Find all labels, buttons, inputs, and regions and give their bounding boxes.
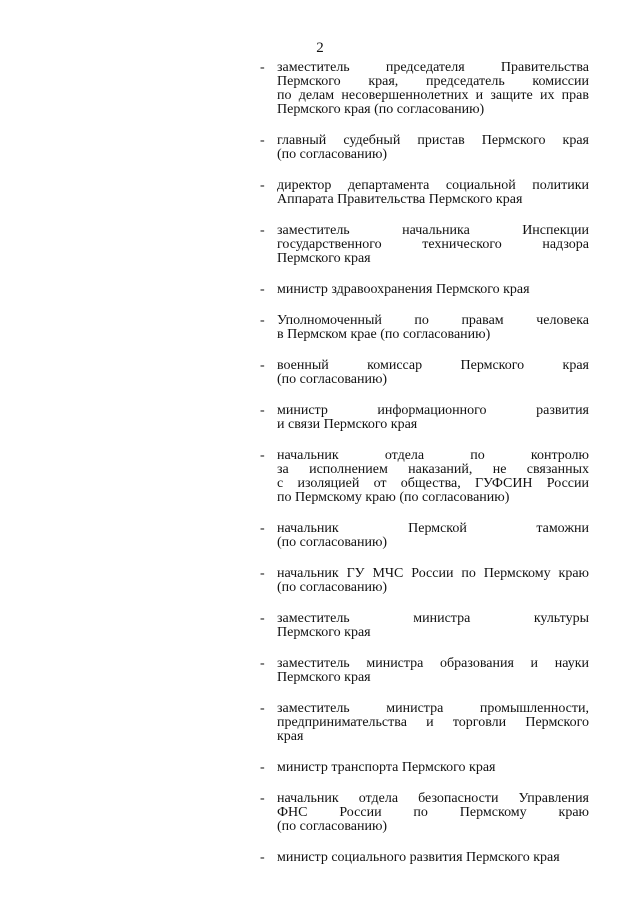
bullet-dash: - (260, 313, 265, 328)
bullet-dash: - (260, 760, 265, 775)
list-item-line: Аппарата Правительства Пермского края (277, 192, 523, 207)
list-item-line: государственного технического надзора (277, 237, 589, 252)
list-item (258, 283, 589, 297)
bullet-dash: - (260, 850, 265, 865)
list-item (258, 522, 589, 550)
bullet-dash: - (260, 223, 265, 238)
list-item-line: в Пермском крае (по согласованию) (277, 327, 491, 342)
list-item-line: начальник отдела безопасности Управления (277, 791, 589, 806)
list-item (258, 449, 589, 505)
bullet-dash: - (260, 282, 265, 297)
list-item (258, 404, 589, 432)
list-item-line: начальник отдела по контролю (277, 448, 589, 463)
list-item-line: Пермского края (по согласованию) (277, 102, 485, 117)
list-item (258, 761, 589, 775)
list-item-line: по Пермскому краю (по согласованию) (277, 490, 510, 505)
list-item (258, 702, 589, 744)
list-item (258, 359, 589, 387)
bullet-dash: - (260, 701, 265, 716)
list-item (258, 567, 589, 595)
list-item-line: военный комиссар Пермского края (277, 358, 589, 373)
list-item-line: начальник ГУ МЧС России по Пермскому краю (277, 566, 589, 581)
list-item-line: (по согласованию) (277, 819, 388, 834)
list-item (258, 134, 589, 162)
list-item-line: Пермского края, председатель комиссии (277, 74, 589, 89)
list-item-line: министр транспорта Пермского края (277, 760, 496, 775)
list-item (258, 224, 589, 266)
bullet-dash: - (260, 656, 265, 671)
list-item-line: Пермского края (277, 625, 371, 640)
list-item-line: за исполнением наказаний, не связанных (277, 462, 589, 477)
bullet-dash: - (260, 611, 265, 626)
list-item-line: и связи Пермского края (277, 417, 418, 432)
list-item (258, 657, 589, 685)
list-item-line: директор департамента социальной политики (277, 178, 589, 193)
bullet-dash: - (260, 133, 265, 148)
bullet-dash: - (260, 60, 265, 75)
list-item-line: министр здравоохранения Пермского края (277, 282, 530, 297)
list-item (258, 314, 589, 342)
list-item-line: заместитель министра образования и науки (277, 656, 589, 671)
list-item-line: Уполномоченный по правам человека (277, 313, 589, 328)
list-item (258, 851, 589, 865)
list-item-line: главный судебный пристав Пермского края (277, 133, 589, 148)
bullet-dash: - (260, 178, 265, 193)
list-item-line: (по согласованию) (277, 147, 388, 162)
list-item-line: (по согласованию) (277, 372, 388, 387)
list-item-line: заместитель министра культуры (277, 611, 589, 626)
list-item-line: по делам несовершеннолетних и защите их прав (277, 88, 589, 103)
bullet-dash: - (260, 358, 265, 373)
list-item (258, 61, 589, 117)
list-item-line: Пермского края (277, 670, 371, 685)
list-item-line: (по согласованию) (277, 580, 388, 595)
list-item (258, 792, 589, 834)
list-item (258, 179, 589, 207)
bullet-dash: - (260, 403, 265, 418)
list-item-line: заместитель министра промышленности, (277, 701, 589, 716)
list-item-line: с изоляцией от общества, ГУФСИН России (277, 476, 589, 491)
list-item-line: ФНС России по Пермскому краю (277, 805, 589, 820)
page-number: 2 (316, 40, 324, 56)
bullet-dash: - (260, 566, 265, 581)
list-item (258, 612, 589, 640)
bullet-dash: - (260, 448, 265, 463)
list-item-line: (по согласованию) (277, 535, 388, 550)
list-item-line: министр социального развития Пермского края (277, 850, 560, 865)
list-item-line: Пермского края (277, 251, 371, 266)
list-item-line: края (277, 729, 304, 744)
list-item-line: заместитель начальника Инспекции (277, 223, 589, 238)
list-item-line: заместитель председателя Правительства (277, 60, 589, 75)
bullet-dash: - (260, 791, 265, 806)
list-item-line: министр информационного развития (277, 403, 589, 418)
list-item-line: начальник Пермской таможни (277, 521, 589, 536)
bullet-dash: - (260, 521, 265, 536)
member-list (258, 61, 589, 882)
list-item-line: предпринимательства и торговли Пермского (277, 715, 589, 730)
